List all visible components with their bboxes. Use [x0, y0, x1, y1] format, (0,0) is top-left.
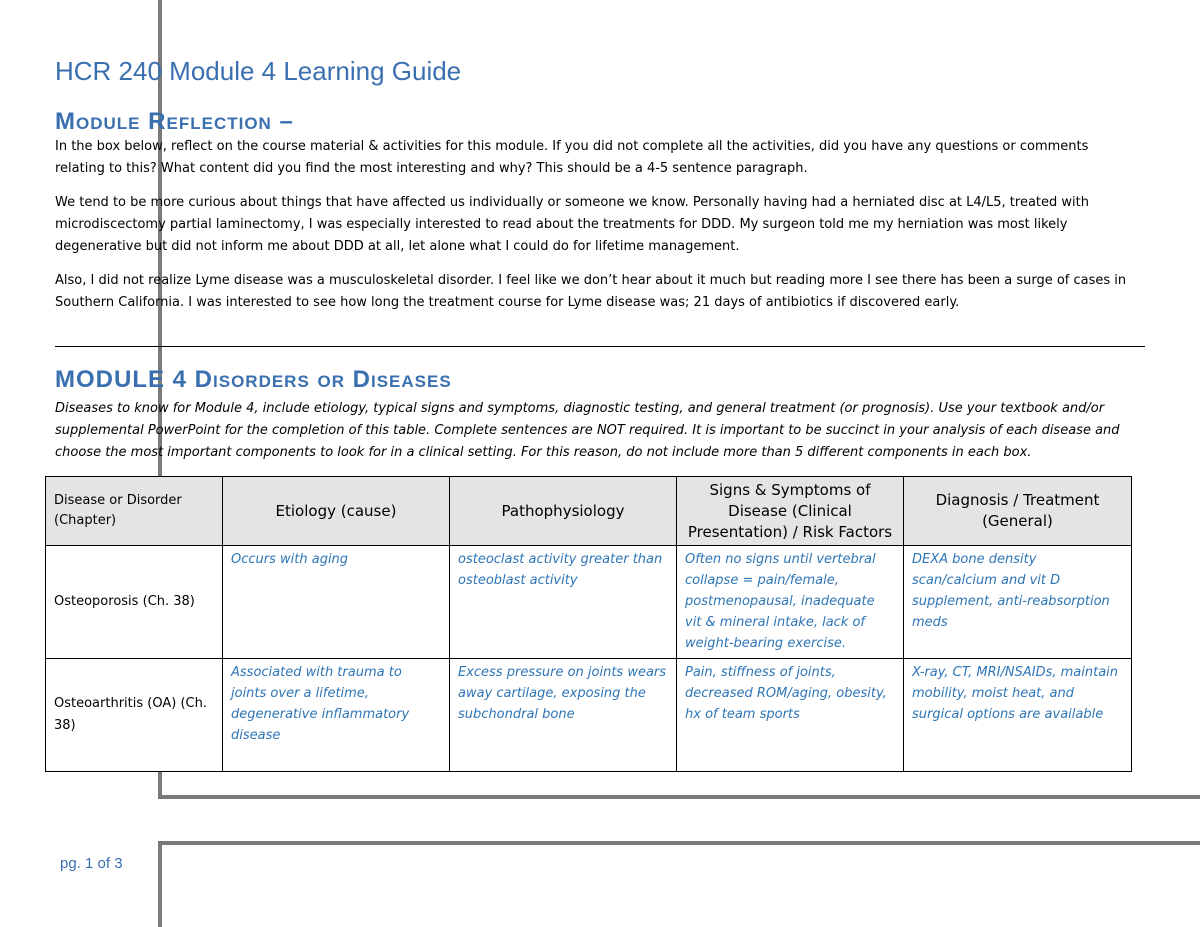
- disease-name: Osteoarthritis (OA) (Ch. 38): [46, 659, 223, 772]
- header-disease: Disease or Disorder (Chapter): [46, 477, 223, 546]
- page-border-horizontal-a: [158, 795, 1200, 799]
- document-title: HCR 240 Module 4 Learning Guide: [55, 56, 462, 86]
- etiology-cell[interactable]: Associated with trauma to joints over a lifetime, degenerative inflammatory disease: [223, 659, 450, 772]
- table-header-row: [46, 477, 1132, 546]
- page-border-horizontal-b: [158, 841, 1200, 845]
- reflection-paragraph-1: We tend to be more curious about things that have affected us individually or someone we know. Personally having had a herniated disc at L4/L5, treated with microdiscectomy partial laminectomy, I was especially interested to read about the treatments for DDD. My surgeon told me my herniation was most likely degenerative but did not inform me about DDD at all, let alone what I could do for lifetime management.: [55, 195, 1089, 254]
- pathophysiology-cell[interactable]: osteoclast activity greater than osteoblast activity: [450, 546, 677, 659]
- signs-cell[interactable]: Pain, stiffness of joints, decreased ROM/aging, obesity, hx of team sports: [677, 659, 904, 772]
- etiology-cell[interactable]: Occurs with aging: [223, 546, 450, 659]
- diagnosis-cell[interactable]: DEXA bone density scan/calcium and vit D supplement, anti-reabsorption meds: [904, 546, 1132, 659]
- header-diagnosis-treatment: Diagnosis / Treatment (General): [904, 477, 1132, 546]
- reflection-paragraph-2: Also, I did not realize Lyme disease was a musculoskeletal disorder. I feel like we don’t hear about it much but reading more I see there has been a surge of cases in Southern California. I was interested to see how long the treatment course for Lyme disease was; 21 days of antibiotics if discovered early.: [55, 273, 1127, 310]
- module-instructions: Diseases to know for Module 4, include etiology, typical signs and symptoms, diagnostic testing, and general treatment (or prognosis). Use your textbook and/or supplemental PowerPoint for the completion of this table. Complete sentences are NOT required. It is important to be succinct in your analysis of each disease and choose the most important components to look for in a clinical setting. For this reason, do not include more than 5 different components in each box.: [55, 401, 1120, 460]
- table-row: [46, 546, 1132, 659]
- reflection-heading: Module Reflection –: [55, 108, 294, 135]
- signs-cell[interactable]: Often no signs until vertebral collapse = pain/female, postmenopausal, inadequate vit & mineral intake, lack of weight-bearing exercise.: [677, 546, 904, 659]
- header-pathophysiology: Pathophysiology: [450, 477, 677, 546]
- page-border-vertical-bottom: [158, 841, 162, 927]
- header-signs-symptoms: Signs & Symptoms of Disease (Clinical Presentation) / Risk Factors: [677, 477, 904, 546]
- page-number: pg. 1 of 3: [60, 855, 123, 872]
- module-heading: MODULE 4 Disorders or Diseases: [55, 366, 452, 393]
- pathophysiology-cell[interactable]: Excess pressure on joints wears away cartilage, exposing the subchondral bone: [450, 659, 677, 772]
- table-row: [46, 659, 1132, 772]
- header-etiology: Etiology (cause): [223, 477, 450, 546]
- section-divider: [55, 346, 1145, 347]
- disease-name: Osteoporosis (Ch. 38): [46, 546, 223, 659]
- diagnosis-cell[interactable]: X-ray, CT, MRI/NSAIDs, maintain mobility, moist heat, and surgical options are available: [904, 659, 1132, 772]
- reflection-prompt: In the box below, reflect on the course material & activities for this module. If you did not complete all the activities, did you have any questions or comments relating to this? What content did you find the most interesting and why? This should be a 4-5 sentence paragraph.: [55, 139, 1089, 176]
- disease-table: [45, 476, 1132, 772]
